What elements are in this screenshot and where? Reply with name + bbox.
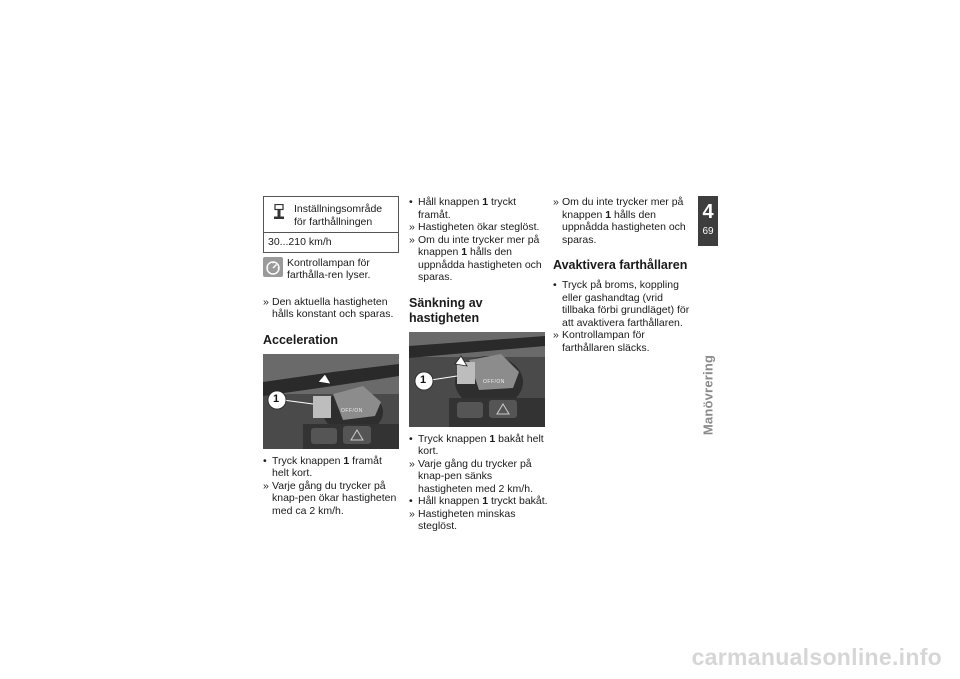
cruise-control-lamp-icon bbox=[263, 257, 283, 277]
handlebar-photo-deceleration bbox=[409, 332, 545, 427]
result-list bbox=[263, 296, 399, 321]
hold-forward-steps bbox=[409, 196, 549, 284]
spec-value: 30...210 km/h bbox=[264, 232, 398, 252]
list-item: • Tryck knappen 1 bakåt helt kort. bbox=[409, 432, 544, 457]
list-item: » Om du inte trycker mer på knappen 1 hålls den uppnådda hastigheten och sparas. bbox=[409, 233, 542, 283]
photo-callout-1: 1 bbox=[273, 392, 280, 405]
list-item: » Kontrollampan för farthållaren släcks. bbox=[553, 329, 650, 354]
list-item: » Hastigheten minskas steglöst. bbox=[409, 507, 516, 532]
spanner-icon bbox=[268, 203, 290, 228]
column-3 bbox=[553, 196, 693, 354]
section-heading-deactivate: Avaktivera farthållaren bbox=[553, 258, 688, 272]
list-item: » Om du inte trycker mer på knappen 1 hålls den uppnådda hastigheten och sparas. bbox=[553, 196, 686, 246]
deceleration-steps bbox=[409, 433, 549, 533]
store-speed-steps bbox=[553, 196, 693, 246]
spec-box bbox=[263, 196, 399, 253]
column-1 bbox=[263, 196, 399, 517]
lamp-note bbox=[263, 257, 399, 282]
list-item: » Hastigheten ökar steglöst. bbox=[409, 221, 540, 233]
chapter-title bbox=[693, 355, 723, 435]
chapter-title-text: Manövrering bbox=[700, 354, 716, 436]
watermark: carmanualsonline.info bbox=[691, 644, 942, 670]
handlebar-photo-acceleration bbox=[263, 354, 399, 449]
spec-label: Inställningsområde för farthållningen bbox=[294, 203, 383, 228]
column-2 bbox=[409, 196, 549, 533]
list-item: • Håll knappen 1 tryckt framåt. bbox=[409, 196, 517, 221]
list-item: • Håll knappen 1 tryckt bakåt. bbox=[409, 495, 548, 507]
result-text: Den aktuella hastigheten hålls konstant och sparas. bbox=[272, 295, 394, 320]
list-item: » Den aktuella hastigheten hålls konstant och sparas. bbox=[263, 295, 394, 320]
photo-switch-text: OFF/ON bbox=[341, 407, 363, 414]
photo-switch-text: OFF/ON bbox=[483, 378, 505, 385]
list-item: » Varje gång du trycker på knap-pen ökar hastigheten med ca 2 km/h. bbox=[263, 479, 397, 517]
section-heading-acceleration: Acceleration bbox=[263, 332, 339, 347]
acceleration-steps bbox=[263, 455, 399, 518]
chapter-tab bbox=[698, 196, 718, 246]
photo-callout-1: 1 bbox=[420, 373, 427, 386]
chapter-number: 4 bbox=[702, 201, 714, 223]
list-item: • Tryck knappen 1 framåt helt kort. bbox=[263, 454, 382, 479]
spec-header bbox=[264, 197, 398, 232]
section-heading-deceleration: Sänkning av hastigheten bbox=[409, 295, 483, 325]
deactivate-steps bbox=[553, 279, 693, 354]
page-number: 69 bbox=[702, 226, 714, 237]
list-item: » Varje gång du trycker på knap-pen sänks hastigheten med 2 km/h. bbox=[409, 457, 533, 495]
list-item: • Tryck på broms, koppling eller gashandtag (vrid tillbaka förbi grundläget) för att avaktivera farthållaren. bbox=[553, 279, 690, 329]
lamp-note-text: Kontrollampan för farthålla-ren lyser. bbox=[287, 256, 371, 281]
